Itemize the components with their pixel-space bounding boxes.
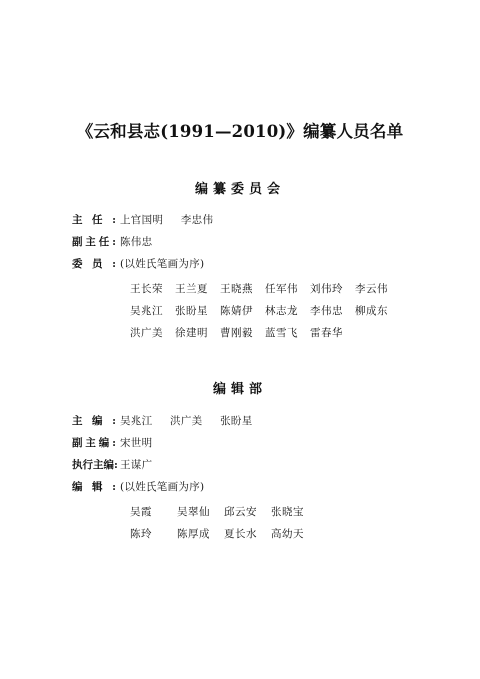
deputy-chief-editor-row (72, 435, 452, 457)
person-name: 吴霞 (130, 506, 152, 518)
members-label: 委员: (72, 258, 116, 270)
person-name: 高幼天 (271, 528, 304, 540)
person-name: 上官国明 (120, 214, 164, 226)
executive-editor-row (72, 457, 452, 479)
deputy-chief-editor-names (120, 435, 166, 450)
person-name: 李伟忠 (310, 305, 343, 317)
person-name: 王晓燕 (220, 283, 253, 295)
person-name: 任军伟 (265, 283, 298, 295)
person-name: 邱云安 (224, 506, 257, 518)
person-name: 陈婧伊 (220, 305, 253, 317)
members-name-grid (130, 278, 452, 344)
committee-heading: 编纂委员会 (194, 182, 285, 197)
chief-editor-row (72, 413, 452, 435)
deputy-chief-editor-label: 副主编: (72, 437, 116, 449)
deputy-director-names (120, 234, 166, 249)
deputy-director-label: 副主任: (72, 236, 116, 248)
person-name: 王兰夏 (175, 283, 208, 295)
person-name: 刘伟玲 (310, 283, 343, 295)
person-name: 雷春华 (310, 327, 343, 339)
executive-editor-names (120, 457, 166, 472)
person-name: 曹刚毅 (220, 327, 253, 339)
person-name: 徐建明 (175, 327, 208, 339)
director-label: 主任: (72, 214, 116, 226)
person-name: 李忠伟 (180, 214, 214, 226)
editorial-heading: 编辑部 (212, 382, 267, 397)
person-name: 柳成东 (355, 305, 388, 317)
person-name: 洪广美 (170, 415, 203, 427)
editors-label: 编辑: (72, 481, 116, 493)
person-name: 吴翠仙 (177, 506, 210, 518)
person-name: 陈厚成 (177, 528, 210, 540)
deputy-director-row (72, 234, 452, 256)
person-name: 宋世明 (120, 437, 153, 449)
editors-name-grid (130, 501, 452, 545)
person-name: 林志龙 (265, 305, 298, 317)
person-name: 吴兆江 (120, 415, 153, 427)
editorial-block (72, 413, 452, 545)
executive-editor-label: 执行主编: (72, 459, 118, 471)
chief-editor-label: 主编: (72, 415, 116, 427)
person-name: 张盼星 (175, 305, 208, 317)
editors-note: (以姓氏笔画为序) (120, 481, 205, 493)
person-name: 王长荣 (130, 283, 163, 295)
person-name: 张晓宝 (271, 506, 304, 518)
members-row (72, 256, 452, 278)
director-names (120, 212, 227, 227)
chief-editor-names (120, 413, 267, 428)
page-title: 《云和县志(1991—2010)》编纂人员名单 (76, 122, 404, 141)
members-note: (以姓氏笔画为序) (120, 258, 205, 270)
person-name: 陈玲 (130, 528, 152, 540)
person-name: 张盼星 (220, 415, 253, 427)
person-name: 陈伟忠 (120, 236, 153, 248)
person-name: 王谋广 (120, 459, 153, 471)
editors-row (72, 479, 452, 501)
director-row (72, 212, 452, 234)
person-name: 李云伟 (355, 283, 388, 295)
person-name: 夏长水 (224, 528, 257, 540)
committee-block (72, 212, 452, 344)
person-name: 吴兆江 (130, 305, 163, 317)
person-name: 洪广美 (130, 327, 163, 339)
person-name: 蓝雪飞 (265, 327, 298, 339)
